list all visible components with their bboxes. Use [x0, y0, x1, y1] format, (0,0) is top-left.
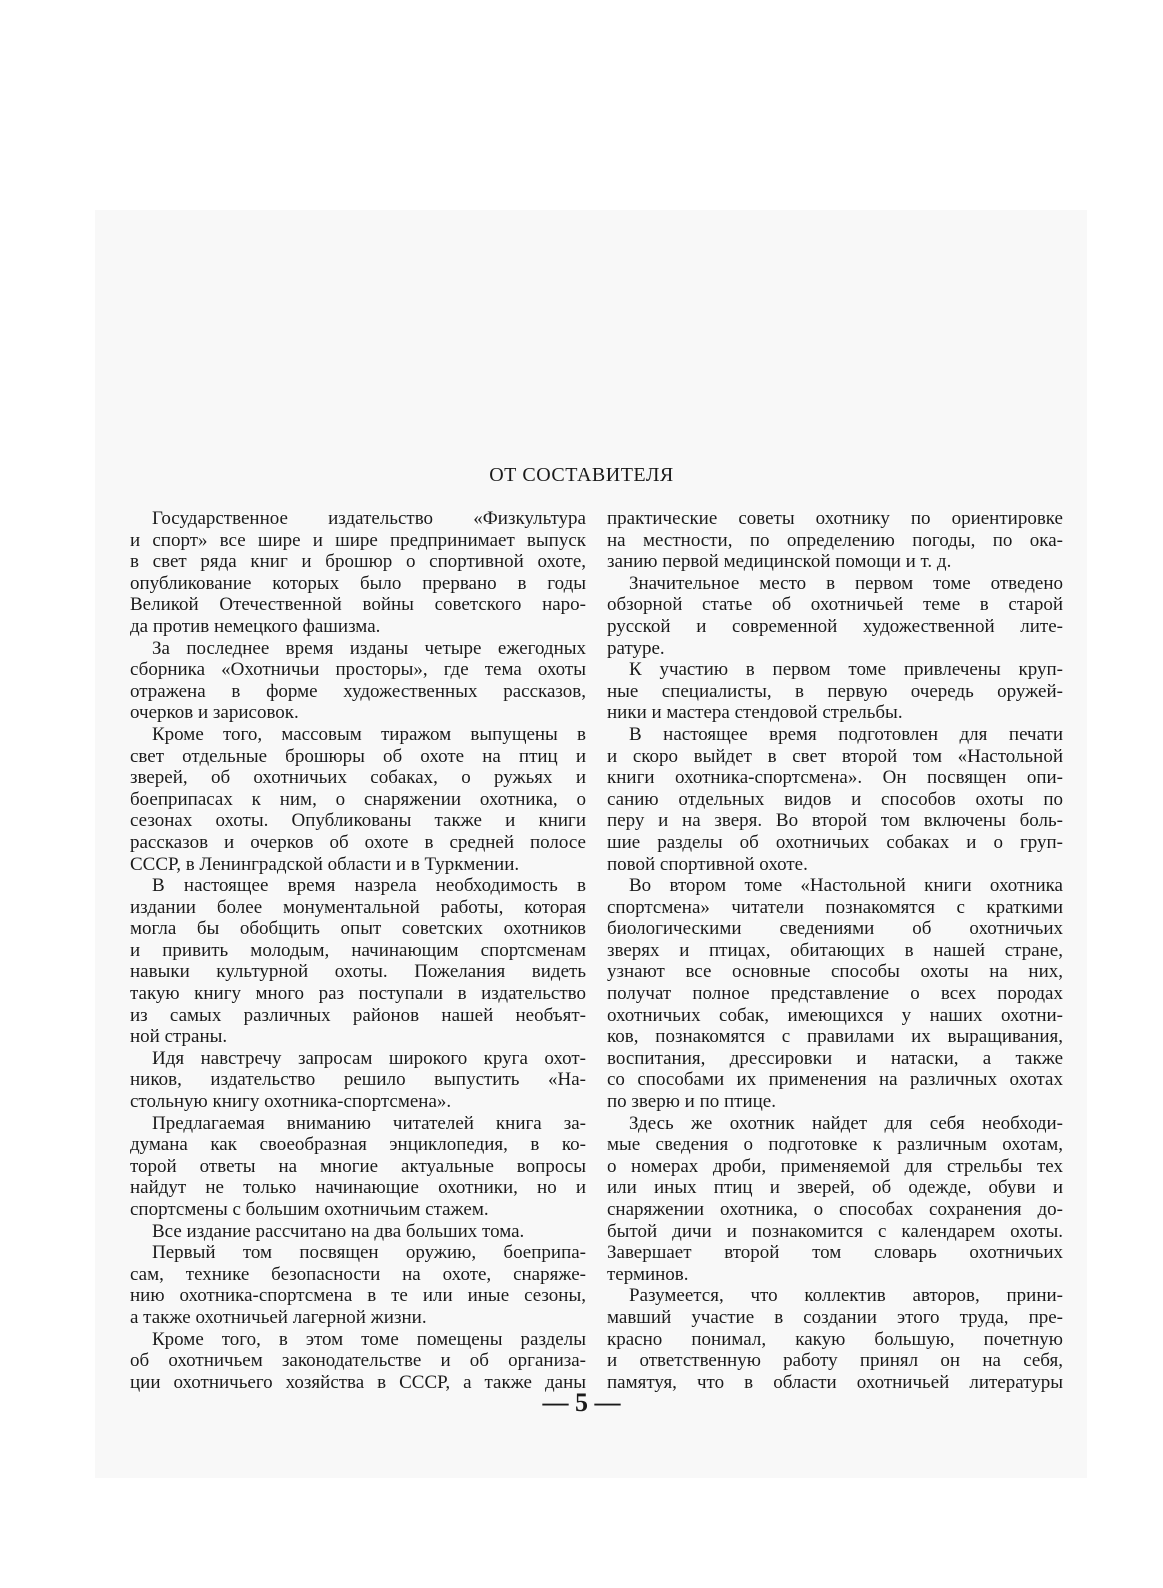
text-line: памятуя, что в области охотничьей литературы	[607, 1371, 1063, 1393]
text-line: Кроме того, массовым тиражом выпущены в	[152, 723, 586, 745]
text-line: из самых различных районов нашей необъят-	[130, 1004, 586, 1026]
text-line: ратуре.	[607, 637, 665, 659]
text-line: занию первой медицинской помощи и т. д.	[607, 551, 952, 573]
text-line: боеприпасах к ним, о снаряжении охотника, о	[130, 788, 586, 810]
text-line: обзорной статье об охотничьей теме в старой	[607, 594, 1063, 616]
text-line: свет отдельные брошюры об охоте на птиц и	[130, 745, 586, 767]
text-line: узнают все основные способы охоты на них,	[607, 961, 1063, 983]
text-line: спортсмены с большим охотничьим стажем.	[130, 1199, 489, 1220]
text-line: В настоящее время назрела необходимость в	[152, 875, 586, 897]
text-line: Первый том посвящен оружию, боеприпа-	[152, 1242, 586, 1264]
text-line: повой спортивной охоте.	[607, 853, 808, 875]
text-line: Разумеется, что коллектив авторов, прини-	[629, 1285, 1063, 1307]
paragraph	[130, 1242, 586, 1328]
text-line: красно понимал, какую большую, почетную	[607, 1328, 1063, 1350]
text-line: биологическими сведениями об охотничьих	[607, 918, 1063, 940]
text-line: сам, технике безопасности на охоте, снаряже-	[130, 1263, 586, 1285]
text-line: практические советы охотнику по ориентировке	[607, 508, 1063, 529]
text-line: опубликование которых было прервано в годы	[130, 572, 586, 594]
text-line: СССР, в Ленинградской области и в Туркмении.	[130, 853, 520, 875]
paragraph	[130, 1113, 586, 1221]
text-line: о номерах дроби, применяемой для стрельбы тех	[607, 1155, 1063, 1177]
text-line: и привить молодым, начинающим спортсменам	[130, 939, 586, 961]
paragraph	[130, 1329, 586, 1394]
text-line: да против немецкого фашизма.	[130, 615, 381, 637]
page-number: — 5 —	[542, 1388, 621, 1417]
text-line: Значительное место в первом томе отведено	[629, 572, 1063, 594]
text-line: сборника «Охотничьи просторы», где тема охоты	[130, 659, 586, 681]
text-line: очерков и зарисовок.	[130, 702, 299, 724]
text-line: ков, познакомятся с правилами их выращивания,	[607, 1026, 1063, 1048]
text-line: Все издание рассчитано на два больших тома.	[152, 1220, 525, 1242]
text-line: Идя навстречу запросам широкого круга охот-	[152, 1047, 586, 1069]
paragraph	[130, 724, 586, 875]
text-line: мавший участие в создании этого труда, пре-	[607, 1306, 1063, 1328]
paragraph	[130, 1048, 586, 1113]
paragraph	[607, 659, 1063, 724]
text-line: рассказов и очерков об охоте в средней полосе	[130, 831, 586, 853]
text-line: В настоящее время подготовлен для печати	[629, 723, 1063, 745]
text-line: мые сведения о подготовке к различным охотам,	[607, 1134, 1063, 1156]
text-line: Завершает второй том словарь охотничьих	[607, 1242, 1063, 1264]
text-line: охотничьих собак, имеющихся у наших охотни-	[607, 1004, 1063, 1026]
text-line: нию охотника-спортсмена в те или иные сезоны,	[130, 1285, 586, 1307]
text-line: получат полное представление о всех породах	[607, 983, 1063, 1005]
paragraph	[130, 508, 586, 638]
text-line: воспитания, дрессировки и натаски, а также	[607, 1047, 1063, 1069]
text-line: шие разделы об охотничьих собаках и о груп-	[607, 831, 1063, 853]
text-line: Во втором томе «Настольной книги охотника	[629, 875, 1063, 897]
text-column-left	[130, 508, 586, 1393]
text-line: стольную книгу охотника-спортсмена».	[130, 1091, 452, 1113]
text-line: книги охотника-спортсмена». Он посвящен опи-	[607, 767, 1063, 789]
paragraph	[607, 724, 1063, 875]
text-line: терминов.	[607, 1263, 689, 1285]
text-line: такую книгу много раз поступали в издательство	[130, 983, 586, 1005]
text-line: бытой дичи и познакомится с календарем охоты.	[607, 1220, 1063, 1242]
text-line: За последнее время изданы четыре ежегодных	[152, 637, 586, 659]
text-line: и спорт» все шире и шире предпринимает выпуск	[130, 529, 586, 551]
section-title: ОТ СОСТАВИТЕЛЯ	[489, 464, 674, 486]
text-line: или иных птиц и зверей, об одежде, обуви и	[607, 1177, 1063, 1199]
text-line: думана как своеобразная энциклопедия, в ко-	[130, 1134, 586, 1156]
paragraph	[130, 1221, 586, 1243]
text-line: зверей, об охотничьих собаках, о ружьях и	[130, 767, 586, 789]
text-line: зверях и птицах, обитающих в нашей стране,	[607, 939, 1063, 961]
text-line: со способами их применения на различных охотах	[607, 1069, 1063, 1091]
text-line: ной страны.	[130, 1026, 228, 1048]
text-line: и ответственную работу принял он на себя,	[607, 1350, 1063, 1372]
text-line: ции охотничьего хозяйства в СССР, а также даны	[130, 1371, 586, 1393]
text-line: отражена в форме художественных рассказов,	[130, 680, 586, 702]
text-line: Государственное издательство «Физкультура	[152, 508, 586, 529]
text-line: перу и на зверя. Во второй том включены боль-	[607, 810, 1063, 832]
paragraph	[130, 638, 586, 724]
text-line: снаряжении охотника, о способах сохранения до-	[607, 1199, 1063, 1220]
text-line: Предлагаемая вниманию читателей книга за-	[152, 1112, 586, 1134]
paragraph	[607, 573, 1063, 659]
text-line: Великой Отечественной войны советского наро-	[130, 594, 586, 616]
text-line: ные специалисты, в первую очередь оружей-	[607, 680, 1063, 702]
paragraph	[607, 1113, 1063, 1286]
text-line: русской и современной художественной лите-	[607, 615, 1063, 637]
text-line: торой ответы на многие актуальные вопросы	[130, 1155, 586, 1177]
text-line: Здесь же охотник найдет для себя необходи-	[629, 1112, 1063, 1134]
text-line: ников, издательство решило выпустить «На-	[130, 1069, 586, 1091]
text-line: навыки культурной охоты. Пожелания видеть	[130, 961, 586, 983]
paragraph	[130, 875, 586, 1048]
text-line: К участию в первом томе привлечены круп-	[629, 659, 1063, 681]
text-line: на местности, по определению погоды, по ока-	[607, 529, 1063, 551]
text-line: сезонах охоты. Опубликованы также и книги	[130, 810, 586, 832]
text-column-right	[607, 508, 1063, 1393]
text-line: по зверю и по птице.	[607, 1091, 776, 1113]
text-line: и скоро выйдет в свет второй том «Настольной	[607, 745, 1063, 767]
text-line: спортсмена» читатели познакомятся с краткими	[607, 896, 1063, 918]
text-line: найдут не только начинающие охотники, но и	[130, 1177, 586, 1199]
text-line: в свет ряда книг и брошюр о спортивной охоте,	[130, 551, 586, 573]
paragraph	[607, 875, 1063, 1113]
text-line: издании более монументальной работы, которая	[130, 896, 586, 918]
text-line: Кроме того, в этом томе помещены разделы	[152, 1328, 586, 1350]
text-line: санию отдельных видов и способов охоты по	[607, 788, 1063, 810]
paragraph	[607, 1285, 1063, 1393]
text-line: а также охотничьей лагерной жизни.	[130, 1306, 427, 1328]
text-line: об охотничьем законодательстве и об организа-	[130, 1350, 586, 1372]
text-line: могла бы обобщить опыт советских охотников	[130, 918, 586, 940]
paragraph	[607, 508, 1063, 573]
text-line: ники и мастера стендовой стрельбы.	[607, 702, 903, 724]
